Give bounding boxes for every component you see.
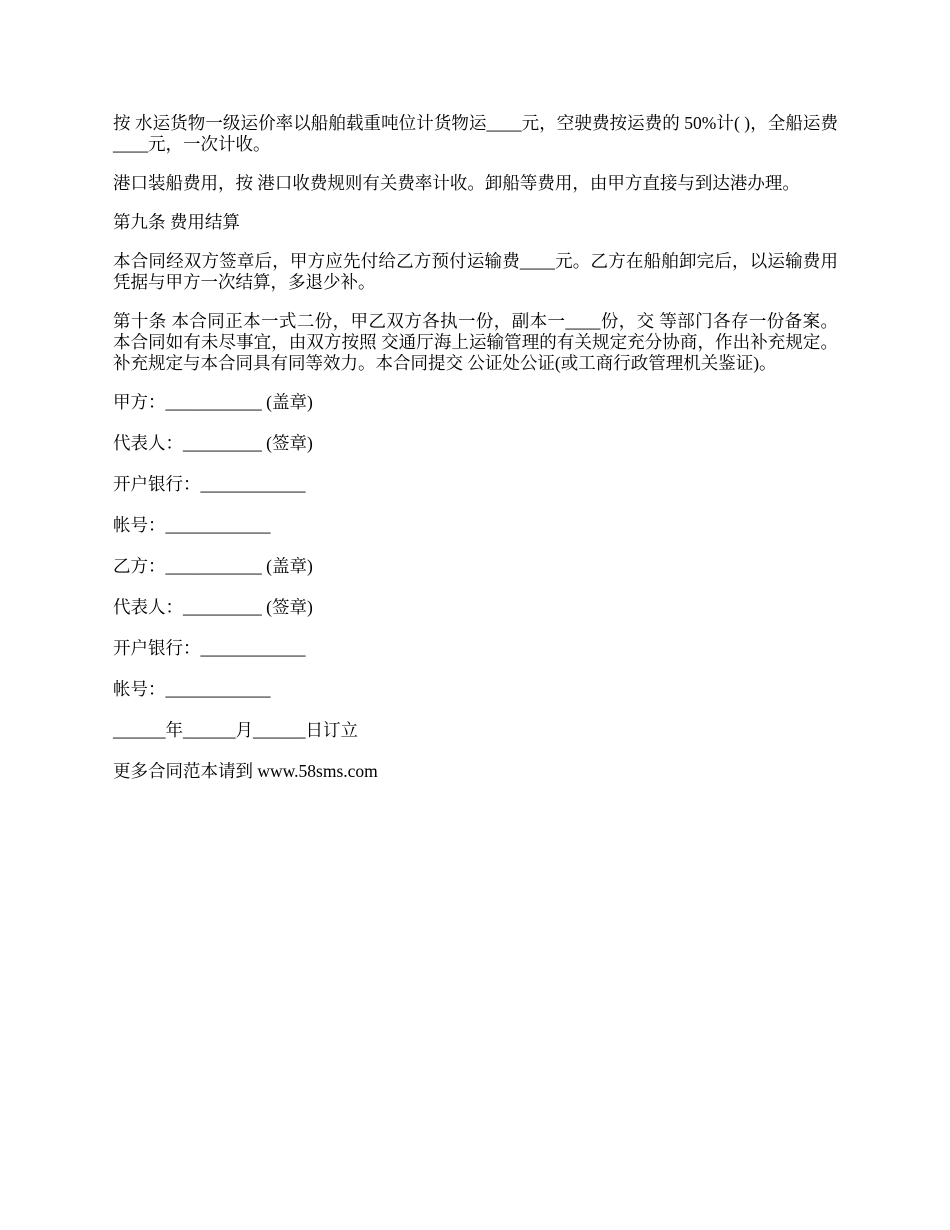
document-page bbox=[113, 113, 838, 802]
footer-note: 更多合同范本请到 www.58sms.com bbox=[113, 761, 378, 781]
party-b-line: 乙方：___________ (盖章) bbox=[113, 556, 313, 576]
port-fees-paragraph: 港口装船费用，按 港口收费规则有关费率计收。卸船等费用，由甲方直接与到达港办理。 bbox=[113, 173, 800, 193]
article-10-paragraph: 第十条 本合同正本一式二份，甲乙双方各执一份，副本一____份，交 等部门各存一份备案。本合同如有未尽事宜，由双方按照 交通厅海上运输管理的有关规定充分协商，作出补充规定。补充规定与本合同具有同等效力。本合同提交 公证处公证(或工商行政管理机关鉴证)。 bbox=[113, 311, 838, 373]
party-b-account-line: 帐号：____________ bbox=[113, 679, 271, 699]
party-b-bank-line: 开户银行：____________ bbox=[113, 638, 306, 658]
article-9-heading: 第九条 费用结算 bbox=[113, 212, 240, 232]
party-a-line: 甲方：___________ (盖章) bbox=[113, 392, 313, 412]
party-b-representative-line: 代表人：_________ (签章) bbox=[113, 597, 313, 617]
party-a-representative-line: 代表人：_________ (签章) bbox=[113, 433, 313, 453]
settlement-paragraph: 本合同经双方签章后，甲方应先付给乙方预付运输费____元。乙方在船舶卸完后，以运输费用凭据与甲方一次结算，多退少补。 bbox=[113, 251, 838, 292]
party-a-account-line: 帐号：____________ bbox=[113, 515, 271, 535]
date-line: ______年______月______日订立 bbox=[113, 720, 358, 740]
party-a-bank-line: 开户银行：____________ bbox=[113, 474, 306, 494]
freight-rate-paragraph: 按 水运货物一级运价率以船舶载重吨位计货物运____元，空驶费按运费的 50%计( )，全船运费____元，一次计收。 bbox=[113, 113, 838, 154]
